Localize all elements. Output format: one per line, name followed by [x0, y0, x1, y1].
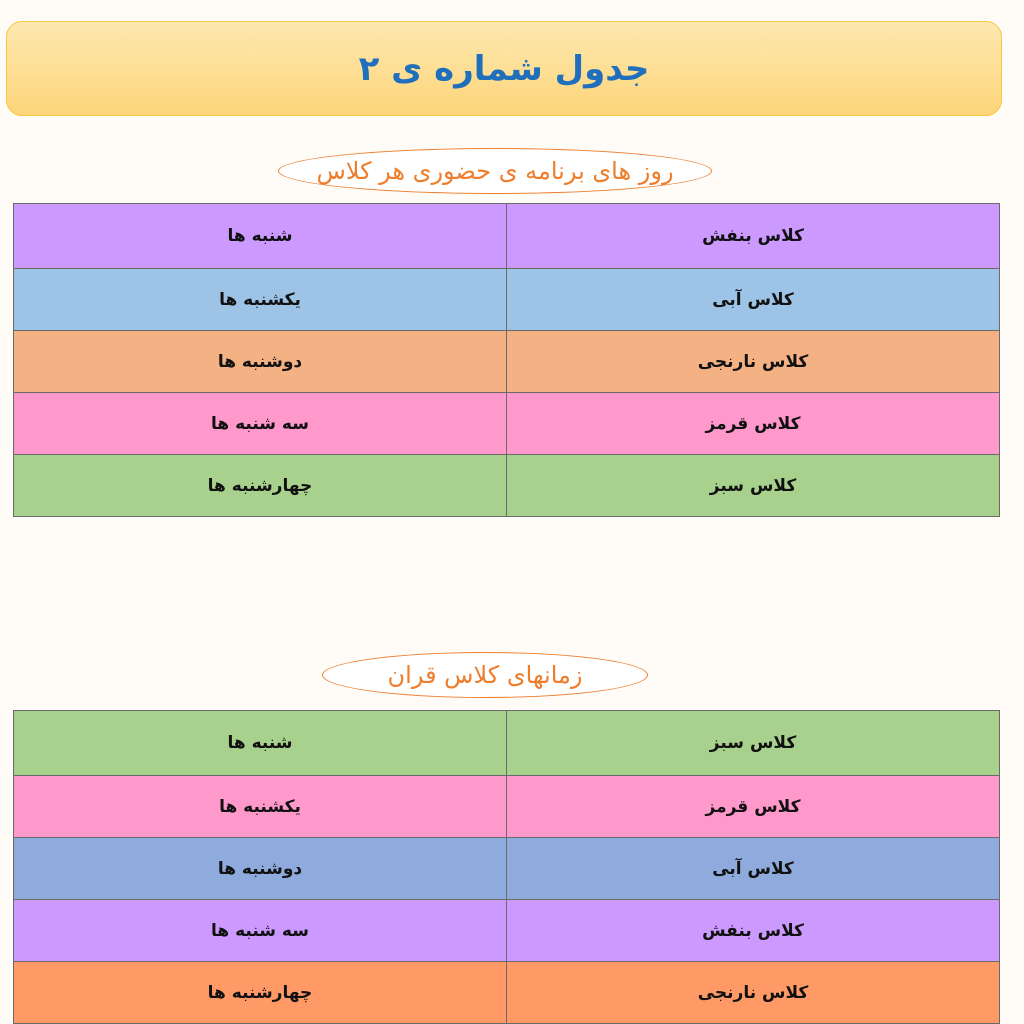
day-cell: یکشنبه ها [14, 776, 507, 838]
table-row [14, 204, 1000, 269]
class-cell: کلاس بنفش [507, 204, 1000, 269]
class-cell: کلاس قرمز [507, 776, 1000, 838]
table-row [14, 962, 1000, 1024]
quran-section-label: زمانهای کلاس قران [322, 652, 648, 698]
class-cell: کلاس آبی [507, 269, 1000, 331]
day-cell: دوشنبه ها [14, 838, 507, 900]
table-row [14, 455, 1000, 517]
day-cell: چهارشنبه ها [14, 962, 507, 1024]
table-row [14, 900, 1000, 962]
class-cell: کلاس سبز [507, 455, 1000, 517]
table-row [14, 711, 1000, 776]
table-row [14, 331, 1000, 393]
quran-schedule-table [13, 710, 1000, 1024]
class-cell: کلاس آبی [507, 838, 1000, 900]
class-cell: کلاس نارنجی [507, 962, 1000, 1024]
table-row [14, 393, 1000, 455]
day-cell: شنبه ها [14, 204, 507, 269]
class-cell: کلاس نارنجی [507, 331, 1000, 393]
class-cell: کلاس بنفش [507, 900, 1000, 962]
class-cell: کلاس سبز [507, 711, 1000, 776]
page-title: جدول شماره ی ۲ [358, 48, 650, 89]
table-row [14, 776, 1000, 838]
title-banner [6, 21, 1002, 116]
day-cell: چهارشنبه ها [14, 455, 507, 517]
day-cell: دوشنبه ها [14, 331, 507, 393]
attendance-section-label: روز های برنامه ی حضوری هر کلاس [278, 148, 712, 194]
table-row [14, 269, 1000, 331]
day-cell: یکشنبه ها [14, 269, 507, 331]
day-cell: شنبه ها [14, 711, 507, 776]
day-cell: سه شنبه ها [14, 393, 507, 455]
table-row [14, 838, 1000, 900]
class-cell: کلاس قرمز [507, 393, 1000, 455]
day-cell: سه شنبه ها [14, 900, 507, 962]
attendance-schedule-table [13, 203, 1000, 517]
